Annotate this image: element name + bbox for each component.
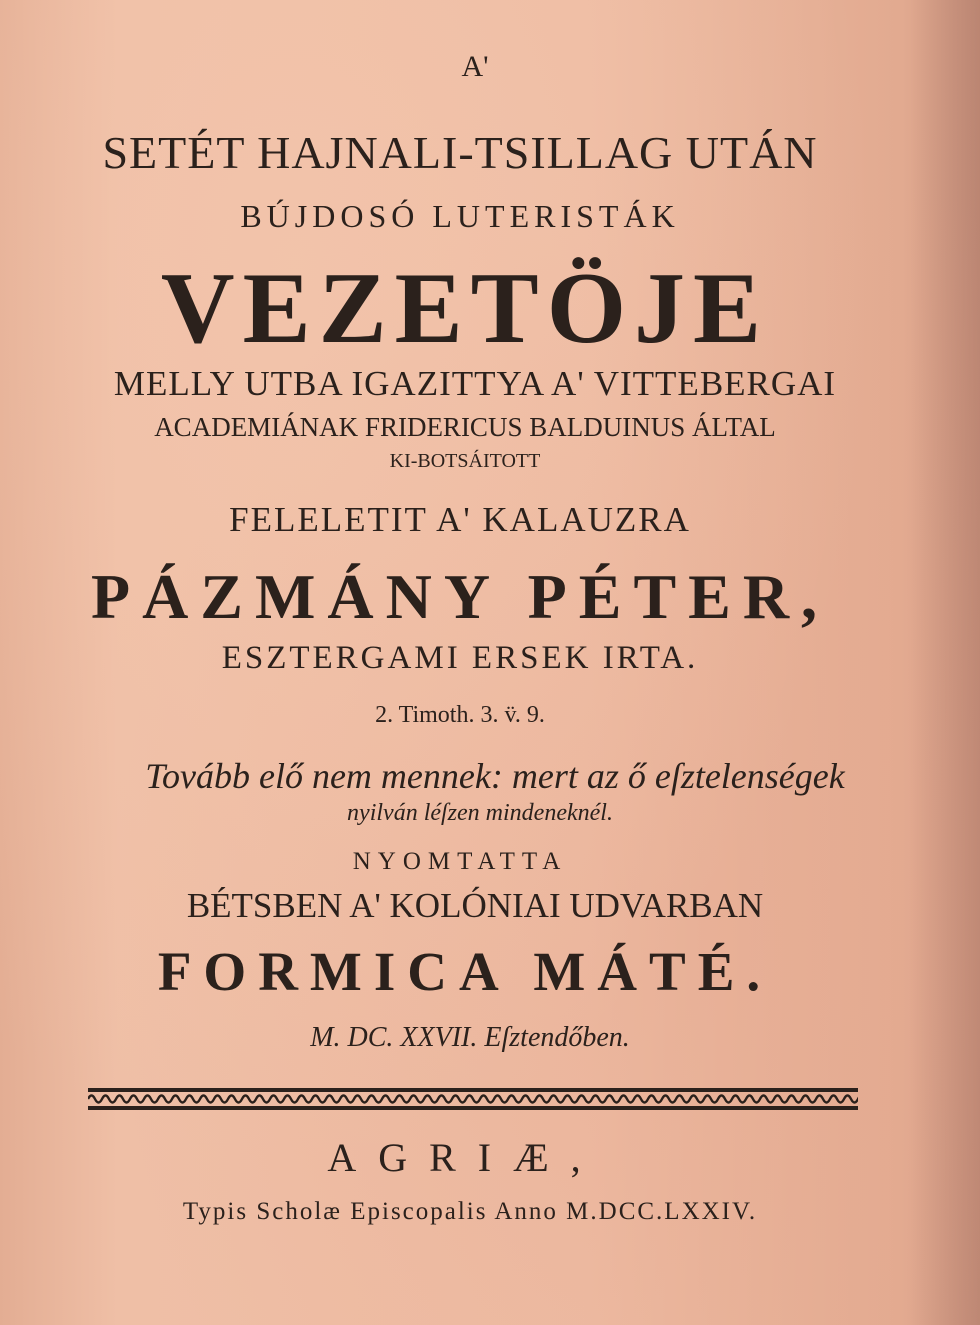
printed-by-label: NYOMTATTA xyxy=(352,848,568,875)
original-date-line: M. DC. XXVII. Eſztendőben. xyxy=(310,1022,630,1053)
main-title: VEZETÖJE xyxy=(160,252,770,365)
author-title: ESZTERGAMI ERSEK IRTA. xyxy=(221,640,699,676)
bible-citation: 2. Timoth. 3. v̈. 9. xyxy=(375,702,545,728)
printing-place-line: BÉTSBEN A' KOLÓNIAI UDVARBAN xyxy=(186,886,764,925)
quote-line-1: Tovább elő nem mennek: mert az ő eſztelenségek xyxy=(145,756,845,796)
subtitle-line-melly: MELLY UTBA IGAZITTYA A' VITTEBERGAI xyxy=(113,364,837,403)
subtitle-line-feleletit: FELELETIT A' KALAUZRA xyxy=(229,500,691,539)
subtitle-line-kibotsaitott: KI-BOTSÁITOTT xyxy=(389,450,541,472)
subtitle-line-academia: ACADEMIÁNAK FRIDERICUS BALDUINUS ÁLTAL xyxy=(154,412,776,442)
imprint-line: Typis Scholæ Episcopalis Anno M.DCC.LXXIV. xyxy=(182,1198,758,1225)
author-name: PÁZMÁNY PÉTER, xyxy=(90,561,830,632)
ornamental-rule xyxy=(88,1086,858,1112)
printer-name: FORMICA MÁTÉ. xyxy=(157,941,773,1002)
title-line-setet: SETÉT HAJNALI-TSILLAG UTÁN xyxy=(102,127,818,178)
title-line-bujdoso: BÚJDOSÓ LUTERISTÁK xyxy=(240,198,680,234)
article-line: A' xyxy=(461,50,489,83)
rule-wave xyxy=(88,1096,858,1103)
quote-line-2: nyilván léſzen mindeneknél. xyxy=(347,800,613,826)
imprint-place: AGRIÆ, xyxy=(327,1135,603,1180)
